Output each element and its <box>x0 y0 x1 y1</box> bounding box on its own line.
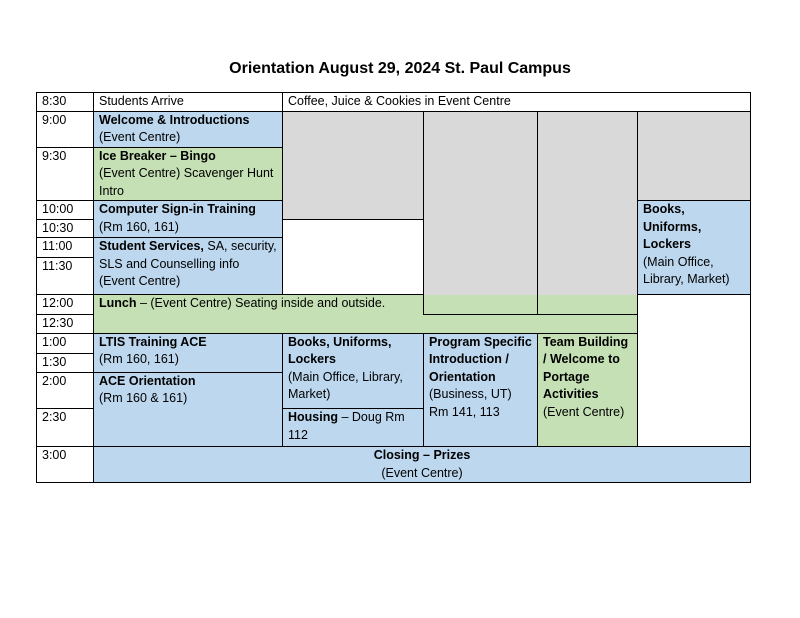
table-row <box>37 295 751 315</box>
event-student-services <box>94 238 283 295</box>
event-housing <box>283 409 424 447</box>
time-cell: 1:30 <box>37 354 94 373</box>
event-location: (Main Office, Library, Market) <box>643 254 730 286</box>
table-row <box>37 333 751 353</box>
event-title: Books, Uniforms, Lockers <box>643 202 702 251</box>
time-cell: 12:30 <box>37 315 94 334</box>
event-computer-training <box>94 201 283 238</box>
event-icebreaker <box>94 147 283 201</box>
event-coffee: Coffee, Juice & Cookies in Event Centre <box>283 93 751 112</box>
event-description: (Business, UT) Rm 141, 113 <box>429 387 512 419</box>
table-row <box>37 93 751 112</box>
event-title: Welcome & Introductions <box>99 112 250 127</box>
empty-slot <box>424 111 538 315</box>
event-description: – (Event Centre) Seating inside and outside. <box>136 296 386 310</box>
event-title: Program Specific Introduction / Orientation <box>429 334 532 384</box>
event-location: (Event Centre) Scavenger Hunt Intro <box>99 166 274 198</box>
time-cell: 9:30 <box>37 147 94 201</box>
event-location: (Main Office, Library, Market) <box>288 369 403 402</box>
empty-slot <box>638 111 751 201</box>
event-ace-orientation <box>94 372 283 447</box>
event-location: (Event Centre) <box>381 465 463 480</box>
page-title: Orientation August 29, 2024 St. Paul Campus <box>229 60 571 77</box>
event-closing <box>94 447 751 483</box>
time-cell: 11:30 <box>37 258 94 295</box>
event-description: – Doug Rm 112 <box>288 410 405 442</box>
time-cell: 2:00 <box>37 372 94 409</box>
event-title: ACE Orientation <box>99 373 196 388</box>
event-books-2 <box>283 333 424 409</box>
time-cell: 2:30 <box>37 409 94 447</box>
time-cell: 3:00 <box>37 447 94 483</box>
event-title: Student Services, <box>99 239 204 253</box>
event-description: SA, security, SLS and Counselling info (Event Centre) <box>99 239 277 288</box>
event-ltis-training <box>94 333 283 372</box>
event-books-1 <box>638 201 751 295</box>
event-location: (Event Centre) <box>543 404 625 419</box>
event-title: Lunch <box>99 296 137 310</box>
event-team-building <box>538 333 638 446</box>
event-title: LTIS Training ACE <box>99 334 207 349</box>
event-students-arrive: Students Arrive <box>94 93 283 112</box>
event-program-specific <box>424 333 538 446</box>
time-cell: 8:30 <box>37 93 94 112</box>
schedule-table <box>36 92 751 483</box>
event-title: Computer Sign-in Training <box>99 202 256 216</box>
time-cell: 11:00 <box>37 238 94 258</box>
event-title: Team Building / Welcome to Portage Activities <box>543 334 629 402</box>
event-welcome <box>94 111 283 147</box>
event-location: (Rm 160, 161) <box>99 352 179 367</box>
empty-slot <box>538 111 638 315</box>
event-title: Books, Uniforms, Lockers <box>288 334 392 367</box>
table-row <box>37 111 751 129</box>
table-row <box>37 447 751 465</box>
event-title: Housing <box>288 410 338 425</box>
time-cell: 10:30 <box>37 219 94 238</box>
event-location: (Rm 160, 161) <box>99 219 179 234</box>
event-location: (Event Centre) <box>99 130 181 144</box>
time-cell: 12:00 <box>37 295 94 315</box>
time-cell: 1:00 <box>37 333 94 353</box>
time-cell: 9:00 <box>37 111 94 147</box>
event-lunch <box>94 295 638 334</box>
empty-slot <box>283 111 424 219</box>
event-location: (Rm 160 & 161) <box>99 391 188 405</box>
event-title: Ice Breaker – Bingo <box>99 148 216 163</box>
event-title: Closing – Prizes <box>373 448 471 462</box>
time-cell: 10:00 <box>37 201 94 220</box>
